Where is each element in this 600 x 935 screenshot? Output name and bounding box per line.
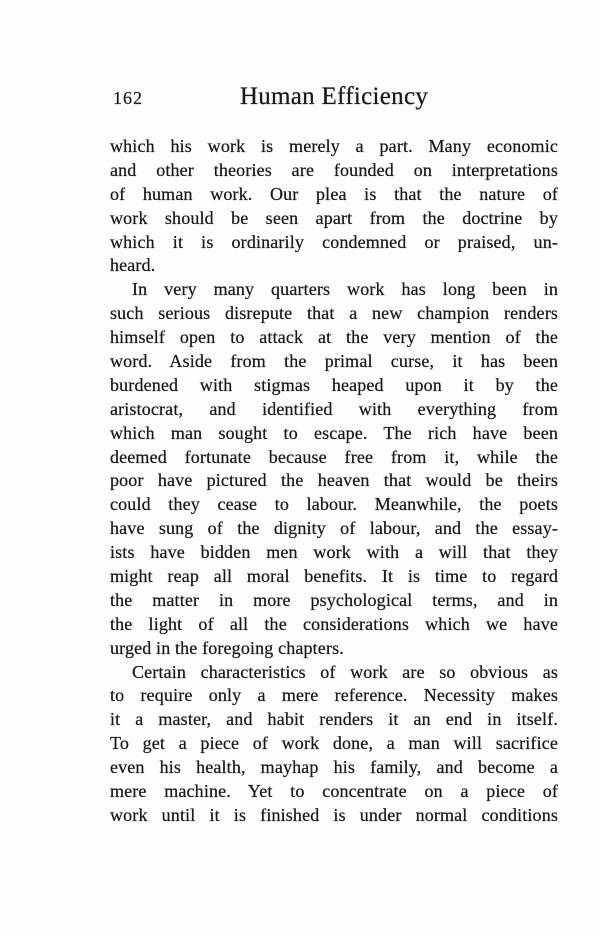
text-line: urged in the foregoing chapters. bbox=[110, 637, 344, 658]
text-line: have sung of the dignity of labour, and the essay- bbox=[110, 518, 558, 539]
page-number: 162 bbox=[113, 88, 143, 108]
text-line: the matter in more psychological terms, and in bbox=[110, 589, 558, 610]
text-line: heard. bbox=[110, 255, 156, 276]
paragraph bbox=[110, 135, 558, 278]
running-head-title: Human Efficiency bbox=[239, 83, 429, 110]
text-line: word. Aside from the primal curse, it has been bbox=[110, 351, 558, 372]
text-line: ists have bidden men work with a will that they bbox=[110, 542, 558, 563]
text-line: of human work. Our plea is that the nature of bbox=[110, 183, 558, 204]
text-line: it a master, and habit renders it an end in itself. bbox=[110, 709, 558, 730]
text-line: work until it is finished is under normal conditions bbox=[110, 804, 558, 825]
paragraph bbox=[110, 661, 558, 828]
text-line: aristocrat, and identified with everything from bbox=[110, 398, 558, 419]
page-text bbox=[110, 135, 558, 828]
paragraph bbox=[110, 278, 558, 660]
page-header bbox=[110, 83, 558, 111]
text-line: to require only a mere reference. Necessity makes bbox=[110, 685, 558, 706]
text-line: burdened with stigmas heaped upon it by the bbox=[110, 374, 558, 395]
text-line: himself open to attack at the very mention of the bbox=[110, 327, 558, 348]
text-line: which his work is merely a part. Many economic bbox=[110, 136, 558, 156]
text-line: which it is ordinarily condemned or praised, un- bbox=[110, 231, 558, 252]
text-line: such serious disrepute that a new champion renders bbox=[110, 303, 558, 324]
text-line: the light of all the considerations which we have bbox=[110, 613, 558, 634]
text-line: Certain characteristics of work are so obvious as bbox=[132, 661, 558, 682]
text-line: which man sought to escape. The rich have been bbox=[110, 422, 558, 443]
text-line: To get a piece of work done, a man will sacrifice bbox=[110, 733, 558, 754]
text-line: mere machine. Yet to concentrate on a piece of bbox=[110, 781, 558, 802]
text-line: poor have pictured the heaven that would be theirs bbox=[110, 470, 558, 491]
text-line: work should be seen apart from the doctrine by bbox=[110, 207, 558, 228]
text-line: might reap all moral benefits. It is time to regard bbox=[110, 566, 558, 587]
text-line: and other theories are founded on interpretations bbox=[110, 159, 558, 180]
text-line: even his health, mayhap his family, and become a bbox=[110, 757, 558, 778]
text-line: could they cease to labour. Meanwhile, the poets bbox=[110, 494, 558, 515]
text-line: In very many quarters work has long been in bbox=[132, 279, 558, 300]
text-line: deemed fortunate because free from it, while the bbox=[110, 446, 558, 467]
